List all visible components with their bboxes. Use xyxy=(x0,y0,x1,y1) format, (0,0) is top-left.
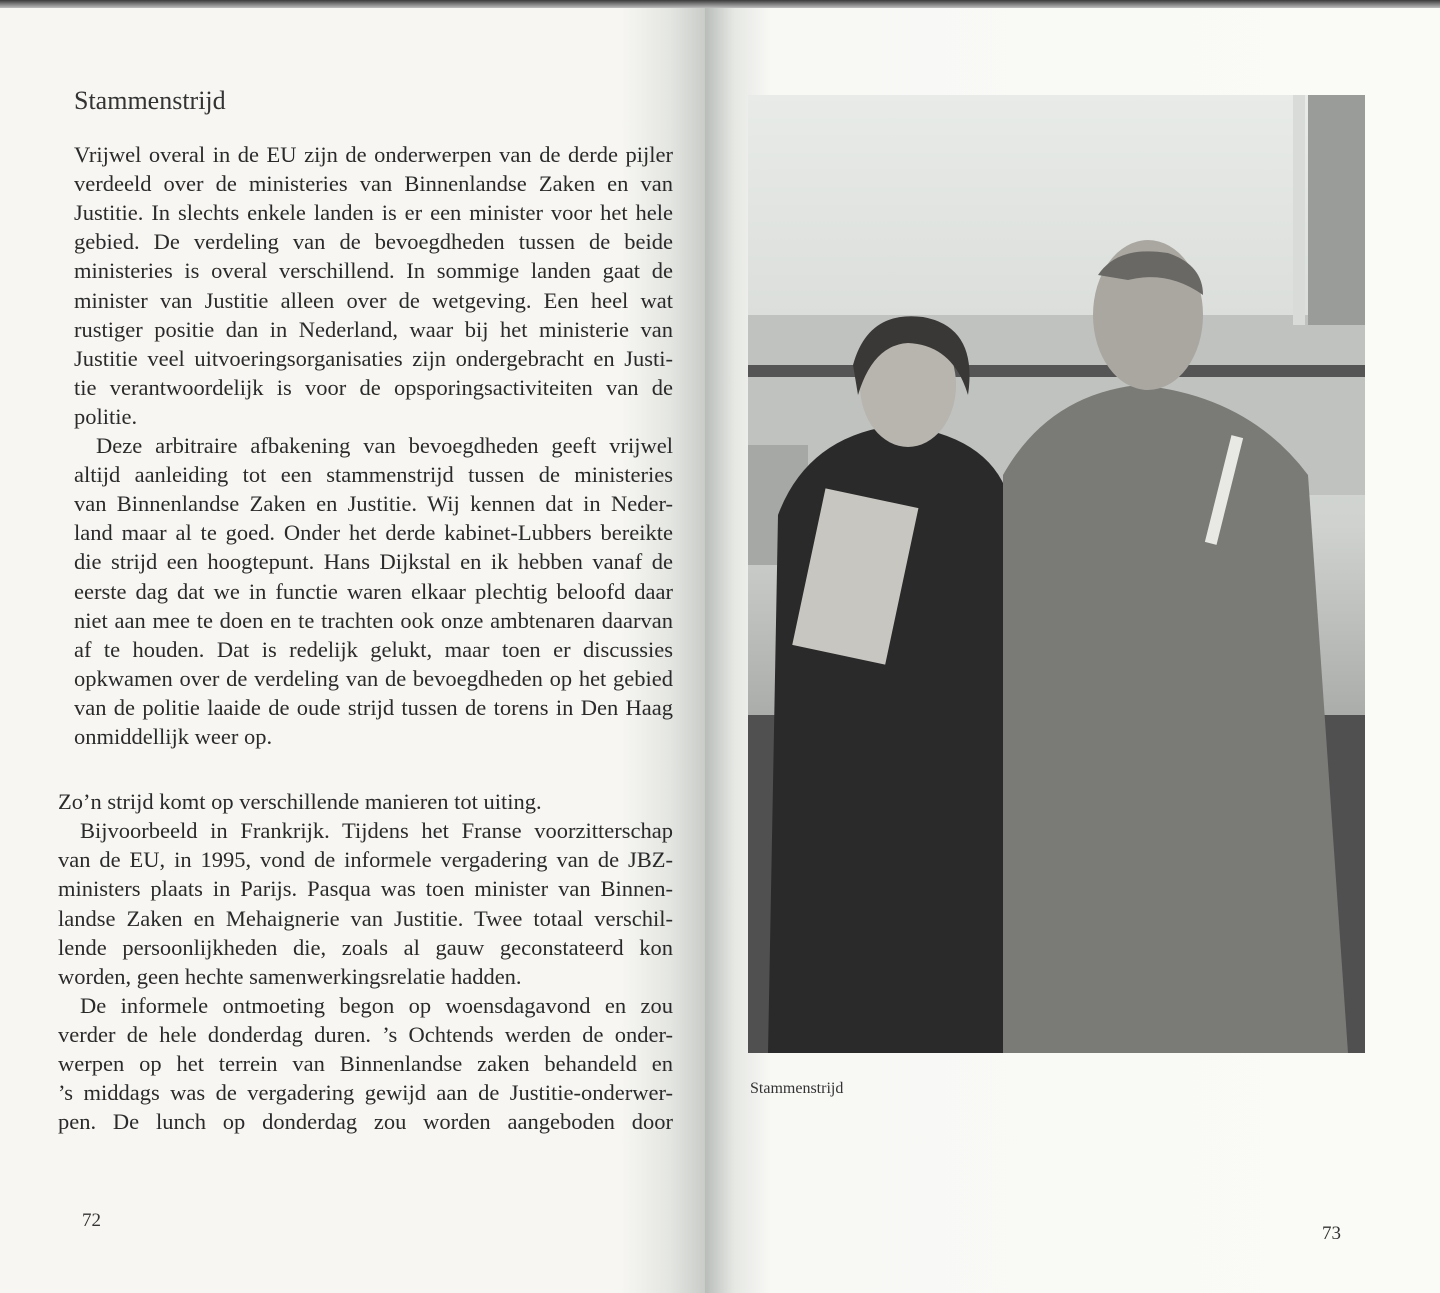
body-text-line: van de politie laaide de oude strijd tussen de torens in Den Haag xyxy=(74,694,673,720)
body-text-line: landse Zaken en Mehaignerie van Justitie. Twee totaal verschil- xyxy=(58,905,673,931)
body-text-line: Deze arbitraire afbakening van bevoegdheden geeft vrijwel xyxy=(96,433,673,458)
body-text-line: die strijd een hoogtepunt. Hans Dijkstal en ik hebben vanaf de xyxy=(74,549,673,575)
body-text-line: onmiddellijk weer op. xyxy=(74,724,273,749)
book-top-edge xyxy=(0,0,1440,8)
body-text-line: Vrijwel overal in de EU zijn de onderwerpen van de derde pijler xyxy=(74,142,673,167)
body-text-line: Justitie. In slechts enkele landen is er een minister voor het hele xyxy=(74,200,673,226)
body-text-line: ’s middags was de vergadering gewijd aan de Justitie-onderwer- xyxy=(58,1080,673,1106)
body-text-line: ministeries is overal verschillend. In sommige landen gaat de xyxy=(74,258,673,284)
photo-two-people-walking xyxy=(748,95,1365,1053)
page-number-right: 73 xyxy=(1322,1223,1341,1244)
body-text-line: rustiger positie dan in Nederland, waar bij het ministerie van xyxy=(74,316,673,342)
body-text-line: altijd aanleiding tot een stammenstrijd tussen de ministeries xyxy=(74,462,673,488)
body-text-line: verdeeld over de ministeries van Binnenlandse Zaken en van xyxy=(74,171,673,197)
body-text-line: worden, geen hechte samenwerkingsrelatie hadden. xyxy=(58,963,522,989)
body-text-line: land maar al te goed. Onder het derde kabinet-Lubbers bereikte xyxy=(74,520,673,546)
photo-caption: Stammenstrijd xyxy=(750,1080,844,1097)
body-text-line: Bijvoorbeeld in Frankrijk. Tijdens het Franse voorzitterschap xyxy=(80,818,673,844)
body-text-line: werpen op het terrein van Binnenlandse zaken behandeld en xyxy=(58,1051,673,1076)
photograph xyxy=(748,95,1365,1053)
body-text-line: lende persoonlijkheden die, zoals al gauw geconstateerd kon xyxy=(58,934,673,960)
body-text-line: van de EU, in 1995, vond de informele vergadering van de JBZ- xyxy=(58,847,673,873)
body-text-line: niet aan mee te doen en te trachten ook onze ambtenaren daarvan xyxy=(74,607,673,633)
body-text-line: tie verantwoordelijk is voor de opsporingsactiviteiten van de xyxy=(74,374,673,400)
body-text-line: pen. De lunch op donderdag zou worden aangeboden door xyxy=(58,1109,673,1135)
section-heading: Stammenstrijd xyxy=(74,86,226,115)
body-text-line: ministers plaats in Parijs. Pasqua was toen minister van Binnen- xyxy=(58,876,673,902)
body-text-line: opkwamen over de verdeling van de bevoegdheden op het gebied xyxy=(74,665,673,691)
body-text-line: Zo’n strijd komt op verschillende manieren tot uiting. xyxy=(58,789,542,815)
body-text-line: Justitie veel uitvoeringsorganisaties zijn ondergebracht en Justi- xyxy=(74,345,673,371)
body-text-line: af te houden. Dat is redelijk gelukt, maar toen er discussies xyxy=(74,636,673,662)
body-text-line: politie. xyxy=(74,403,138,429)
body-text-line: minister van Justitie alleen over de wetgeving. Een heel wat xyxy=(74,287,673,313)
body-text-line: eerste dag dat we in functie waren elkaar plechtig beloofd daar xyxy=(74,578,673,604)
body-text-line: van Binnenlandse Zaken en Justitie. Wij kennen dat in Neder- xyxy=(74,491,673,517)
page-number-left: 72 xyxy=(82,1210,101,1231)
body-text-line: De informele ontmoeting begon op woensdagavond en zou xyxy=(80,992,673,1018)
body-text-line: gebied. De verdeling van de bevoegdheden tussen de beide xyxy=(74,229,673,255)
body-text-line: verder de hele donderdag duren. ’s Ochtends werden de onder- xyxy=(58,1021,673,1047)
